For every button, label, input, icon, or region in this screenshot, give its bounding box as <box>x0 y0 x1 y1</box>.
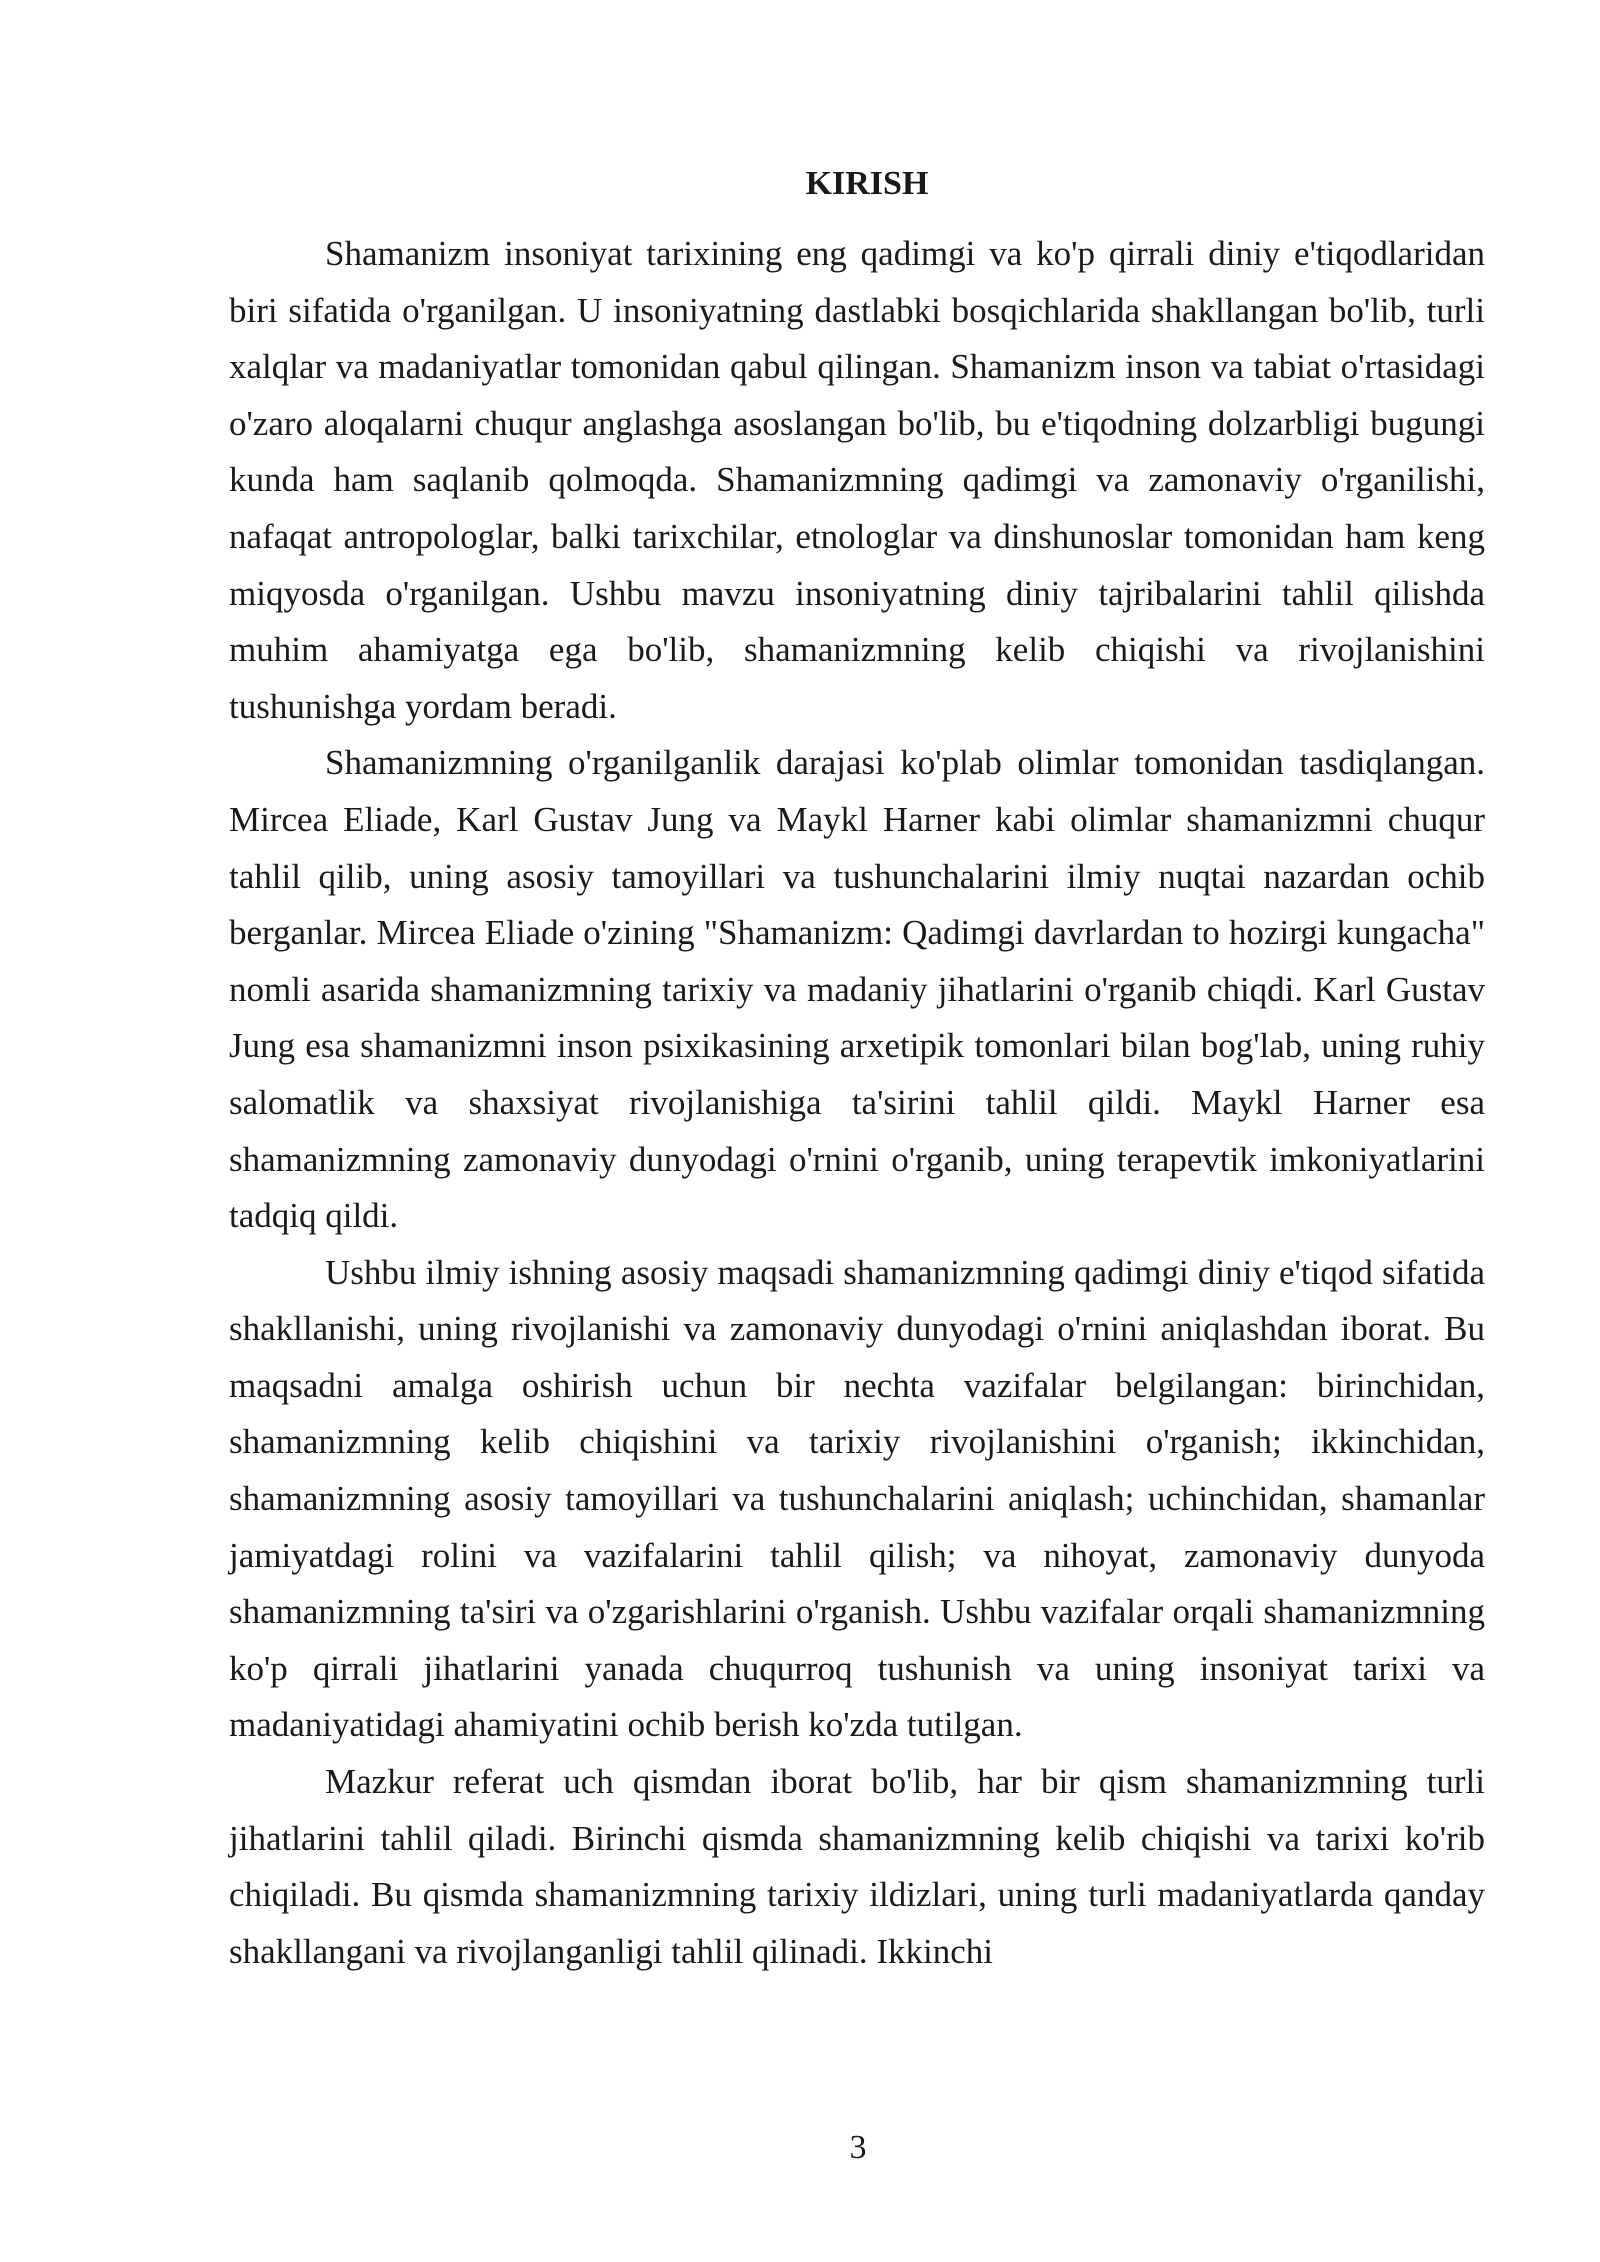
section-title: KIRISH <box>805 165 929 202</box>
paragraph-introduction: Shamanizm insoniyat tarixining eng qadimgi va ko'p qirrali diniy e'tiqodlaridan biri sifatida o'rganilgan. U insoniyatning dastlabki bosqichlarida shakllangan bo'lib, turli xalqlar va madaniyatlar tomonidan qabul qilingan. Shamanizm inson va tabiat o'rtasidagi o'zaro aloqalarni chuqur anglashga asoslangan bo'lib, bu e'tiqodning dolzarbligi bugungi kunda ham saqlanib qolmoqda. Shamanizmning qadimgi va zamonaviy o'rganilishi, nafaqat antropologlar, balki tarixchilar, etnologlar va dinshunoslar tomonidan ham keng miqyosda o'rganilgan. Ushbu mavzu insoniyatning diniy tajribalarini tahlil qilishda muhim ahamiyatga ega bo'lib, shamanizmning kelib chiqishi va rivojlanishini tushunishga yordam beradi. <box>229 234 1485 726</box>
page-number: 3 <box>849 2129 867 2166</box>
paragraph-aims-and-tasks: Ushbu ilmiy ishning asosiy maqsadi shamanizmning qadimgi diniy e'tiqod sifatida shakllanishi, uning rivojlanishi va zamonaviy dunyodagi o'rnini aniqlashdan iborat. Bu maqsadni amalga oshirish uchun bir nechta vazifalar belgilangan: birinchidan, shamanizmning kelib chiqishini va tarixiy rivojlanishini o'rganish; ikkinchidan, shamanizmning asosiy tamoyillari va tushunchalarini aniqlash; uchinchidan, shamanlar jamiyatdagi rolini va vazifalarini tahlil qilish; va nihoyat, zamonaviy dunyoda shamanizmning ta'siri va o'zgarishlarini o'rganish. Ushbu vazifalar orqali shamanizmning ko'p qirrali jihatlarini yanada chuqurroq tushunish va uning insoniyat tarixi va madaniyatidagi ahamiyatini ochib berish ko'zda tutilgan. <box>229 1252 1485 1745</box>
paragraph-research-status: Shamanizmning o'rganilganlik darajasi ko'plab olimlar tomonidan tasdiqlangan. Mircea Eliade, Karl Gustav Jung va Maykl Harner kabi olimlar shamanizmni chuqur tahlil qilib, uning asosiy tamoyillari va tushunchalarini ilmiy nuqtai nazardan ochib berganlar. Mircea Eliade o'zining "Shamanizm: Qadimgi davrlardan to hozirgi kungacha" nomli asarida shamanizmning tarixiy va madaniy jihatlarini o'rganib chiqdi. Karl Gustav Jung esa shamanizmni inson psixikasining arxetipik tomonlari bilan bog'lab, uning ruhiy salomatlik va shaxsiyat rivojlanishiga ta'sirini tahlil qildi. Maykl Harner esa shamanizmning zamonaviy dunyodagi o'rnini o'rganib, uning terapevtik imkoniyatlarini tadqiq qildi. <box>229 743 1485 1236</box>
paragraph-structure: Mazkur referat uch qismdan iborat bo'lib, har bir qism shamanizmning turli jihatlarini tahlil qiladi. Birinchi qismda shamanizmning kelib chiqishi va tarixi ko'rib chiqiladi. Bu qismda shamanizmning tarixiy ildizlari, uning turli madaniyatlarda qanday shakllangani va rivojlanganligi tahlil qilinadi. Ikkinchi <box>229 1762 1485 1971</box>
document-page <box>229 160 1485 1980</box>
